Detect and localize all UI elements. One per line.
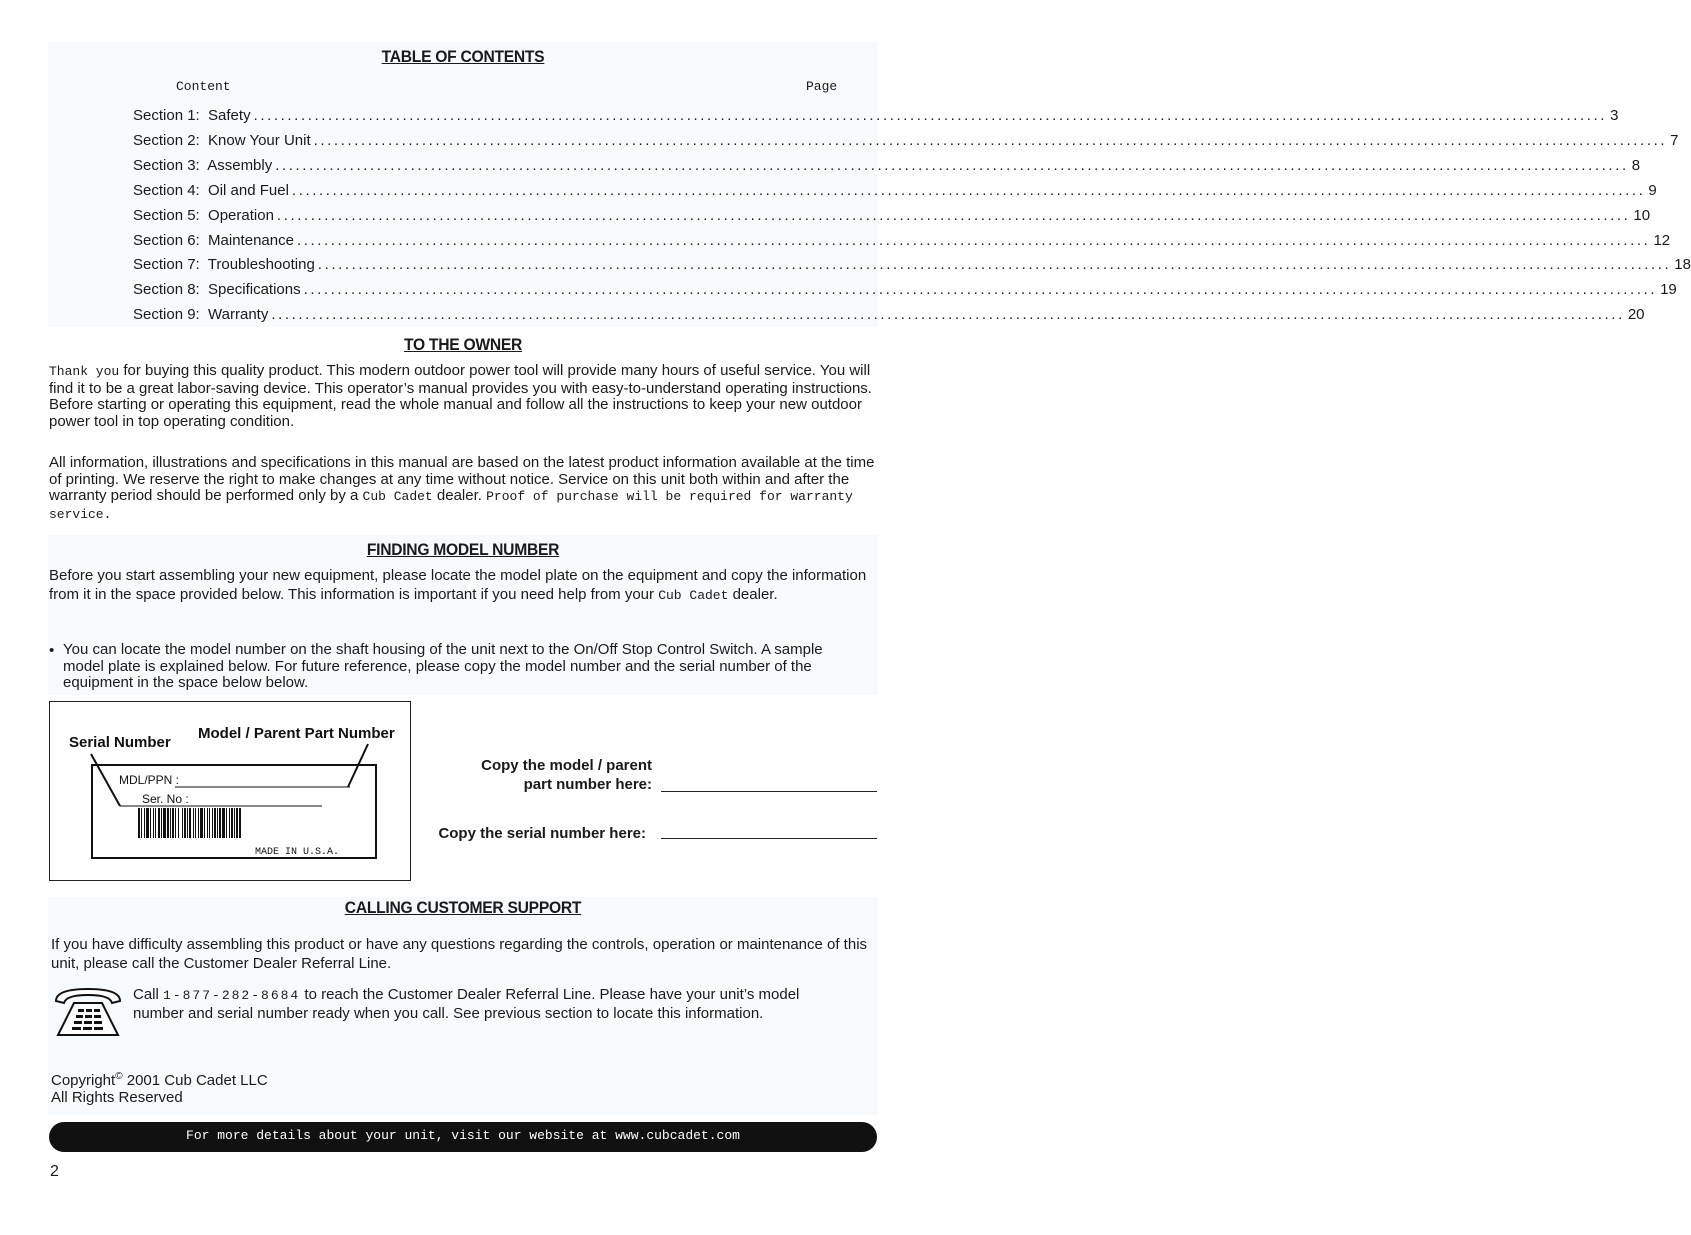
toc-leader-dots: ........................................................................................................................................................................................................ bbox=[296, 231, 1651, 249]
barcode-bar bbox=[214, 808, 216, 838]
owner-paragraph-2 bbox=[49, 455, 879, 523]
model-paragraph bbox=[49, 566, 879, 605]
toc-entry-page: 20 bbox=[1627, 306, 1645, 324]
copy-serial-label: Copy the serial number here: bbox=[438, 825, 646, 842]
toc-entry-page: 18 bbox=[1674, 256, 1691, 274]
barcode-bar bbox=[167, 808, 169, 838]
toc-entry-page: 7 bbox=[1670, 131, 1679, 149]
barcode-bar bbox=[178, 808, 179, 838]
barcode-bar bbox=[189, 808, 191, 838]
model-number-label: Model / Parent Part Number bbox=[198, 725, 395, 742]
barcode-bar bbox=[207, 808, 208, 838]
barcode-bar bbox=[146, 808, 149, 838]
copyright-holder: 2001 Cub Cadet LLC bbox=[122, 1072, 268, 1089]
model-plate-illustration bbox=[49, 701, 411, 881]
barcode-bar bbox=[193, 808, 194, 838]
owner-title: TO THE OWNER bbox=[403, 335, 523, 354]
barcode-bar bbox=[236, 808, 238, 838]
toc-entry[interactable] bbox=[133, 306, 1645, 324]
model-plate-drawing bbox=[50, 702, 410, 880]
barcode-bar bbox=[144, 808, 145, 838]
thank-you-text: Thank you bbox=[49, 364, 120, 379]
model-bullet-text: You can locate the model number on the shaft housing of the unit next to the On/Off Stop Control Switch. A sample model plate is explained below. For future reference, please copy the model number and the serial number of the equipment in the space below below. bbox=[63, 641, 823, 691]
barcode-bar bbox=[153, 808, 154, 838]
toc-entry[interactable] bbox=[133, 107, 1619, 125]
model-title: FINDING MODEL NUMBER bbox=[366, 540, 560, 559]
toc-entry-page: 3 bbox=[1610, 107, 1619, 124]
toc-leader-dots: ........................................................................................................................................................................................................ bbox=[253, 107, 1608, 124]
barcode-bar bbox=[155, 808, 156, 838]
barcode-bar bbox=[175, 808, 176, 838]
barcode-bar bbox=[239, 808, 241, 838]
toc-entry-label: Section 8: Specifications bbox=[133, 281, 301, 299]
barcode-bar bbox=[138, 808, 140, 838]
model-p1-brand: Cub Cadet bbox=[658, 588, 729, 603]
copy-model-label-line1: Copy the model / parent bbox=[481, 757, 652, 774]
toc-entry-page: 8 bbox=[1631, 156, 1641, 174]
barcode-bar bbox=[231, 808, 233, 838]
toc-leader-dots: ........................................................................................................................................................................................................ bbox=[291, 181, 1646, 199]
support-title: CALLING CUSTOMER SUPPORT bbox=[344, 898, 582, 917]
barcode-bar bbox=[212, 808, 213, 838]
made-in-text: MADE IN U.S.A. bbox=[255, 847, 340, 858]
owner-p1-text: for buying this quality product. This modern outdoor power tool will provide many hours of useful service. You will find it to be a great labor-saving device. This operator’s manual provides you with easy-to-understand operating instructions. Before starting or operating this equipment, read the whole manual and follow all the instructions to keep your new outdoor power tool in top operating condition. bbox=[49, 362, 872, 430]
bullet-mark: • bbox=[49, 642, 55, 659]
toc-leader-dots: ........................................................................................................................................................................................................ bbox=[276, 206, 1631, 224]
ser-no-text: Ser. No : bbox=[142, 792, 189, 806]
phone-number[interactable]: 1-877-282-8684 bbox=[163, 988, 301, 1003]
page-number: 2 bbox=[50, 1163, 59, 1180]
barcode-bar bbox=[198, 808, 199, 838]
toc-entry[interactable] bbox=[133, 206, 1651, 225]
toc-title: TABLE OF CONTENTS bbox=[381, 47, 545, 66]
barcode-bar bbox=[187, 808, 188, 838]
support-paragraph: If you have difficulty assembling this product or have any questions regarding the controls, operation or maintenance of this unit, please call the Customer Dealer Referral Line. bbox=[51, 936, 868, 972]
toc-entry[interactable] bbox=[133, 231, 1671, 250]
copyright-symbol: © bbox=[115, 1071, 123, 1082]
toc-entry-page: 9 bbox=[1648, 181, 1657, 199]
toc-page-header: Page bbox=[806, 79, 838, 94]
mdl-ppn-text: MDL/PPN : bbox=[119, 773, 180, 787]
model-number-field[interactable] bbox=[661, 791, 877, 792]
barcode-bar bbox=[158, 808, 160, 838]
website-banner[interactable]: For more details about your unit, visit our website at www.cubcadet.com bbox=[49, 1122, 877, 1152]
owner-p2-after: dealer. bbox=[432, 487, 487, 504]
barcode-bar bbox=[204, 808, 205, 838]
toc-entry-page: 10 bbox=[1633, 206, 1651, 224]
toc-entry-label: Section 4: Oil and Fuel bbox=[133, 181, 289, 199]
toc-entry-label: Section 3: Assembly bbox=[133, 156, 273, 174]
owner-paragraph-1 bbox=[49, 363, 879, 430]
copyright-block bbox=[51, 1068, 268, 1106]
barcode-bar bbox=[163, 808, 166, 838]
barcode-bar bbox=[182, 808, 183, 838]
model-p1-after: dealer. bbox=[728, 586, 778, 603]
copy-model-label-line2: part number here: bbox=[523, 776, 652, 793]
call-word: Call bbox=[133, 986, 164, 1003]
barcode-bar bbox=[209, 808, 210, 838]
toc-leader-dots: ........................................................................................................................................................................................................ bbox=[275, 156, 1629, 174]
telephone-icon bbox=[52, 985, 124, 1041]
toc-content-header: Content bbox=[176, 79, 231, 94]
barcode-bar bbox=[170, 808, 171, 838]
toc-leader-dots: ........................................................................................................................................................................................................ bbox=[317, 256, 1672, 274]
barcode-bar bbox=[229, 808, 230, 838]
toc-leader-dots: ........................................................................................................................................................................................................ bbox=[313, 131, 1668, 149]
toc-entry[interactable] bbox=[133, 256, 1691, 274]
toc-entry-label: Section 2: Know Your Unit bbox=[133, 131, 311, 149]
toc-entry[interactable] bbox=[133, 181, 1657, 200]
call-paragraph bbox=[133, 986, 853, 1023]
copyright-line-2: All Rights Reserved bbox=[51, 1089, 183, 1106]
barcode-bar bbox=[161, 808, 162, 838]
barcode-bar bbox=[141, 808, 142, 838]
barcode-bar bbox=[226, 808, 227, 838]
toc-entry-label: Section 9: Warranty bbox=[133, 306, 269, 324]
call-text: to reach the Customer Dealer Referral Line. Please have your unit’s model number and serial number ready when you call. See previous section to locate this information. bbox=[133, 986, 800, 1022]
owner-p2-text: All information, illustrations and specifications in this manual are based on the latest product information available at the time of printing. We reserve the right to make changes at any time without notice. Service on this unit both within and after the warranty period should be performed only by a bbox=[49, 454, 875, 504]
serial-number-label: Serial Number bbox=[69, 734, 171, 751]
barcode-bar bbox=[172, 808, 174, 838]
barcode-bar bbox=[184, 808, 186, 838]
toc-leader-dots: ........................................................................................................................................................................................................ bbox=[303, 281, 1658, 299]
barcode-bar bbox=[222, 808, 225, 838]
copy-model-label bbox=[440, 756, 652, 794]
toc-entry-label: Section 6: Maintenance bbox=[133, 231, 294, 249]
toc-entry-label: Section 1: Safety bbox=[133, 107, 251, 124]
barcode-bar bbox=[219, 808, 221, 838]
model-p1-text: Before you start assembling your new equipment, please locate the model plate on the equipment and copy the information from it in the space provided below. This information is important if you need help from your bbox=[49, 567, 867, 603]
toc-entry-page: 12 bbox=[1653, 231, 1671, 249]
barcode-bar bbox=[200, 808, 203, 838]
serial-number-field[interactable] bbox=[661, 838, 877, 839]
toc-entry-label: Section 7: Troubleshooting bbox=[133, 256, 315, 274]
toc-leader-dots: ........................................................................................................................................................................................................ bbox=[271, 306, 1625, 324]
toc-entry[interactable] bbox=[133, 156, 1641, 175]
copyright-line-1 bbox=[51, 1068, 268, 1089]
toc-entry-page: 19 bbox=[1660, 281, 1677, 299]
barcode-bar bbox=[217, 808, 218, 838]
barcode-bar bbox=[195, 808, 196, 838]
toc-entry[interactable] bbox=[133, 131, 1679, 150]
toc-entry[interactable] bbox=[133, 281, 1677, 299]
owner-p2-brand: Cub Cadet bbox=[362, 489, 433, 504]
barcode-bar bbox=[150, 808, 151, 838]
warranty-note: Proof of purchase will be required for warranty service. bbox=[49, 489, 853, 522]
copyright-word: Copyright bbox=[51, 1072, 116, 1089]
toc-entry-label: Section 5: Operation bbox=[133, 206, 274, 224]
barcode-bar bbox=[234, 808, 235, 838]
